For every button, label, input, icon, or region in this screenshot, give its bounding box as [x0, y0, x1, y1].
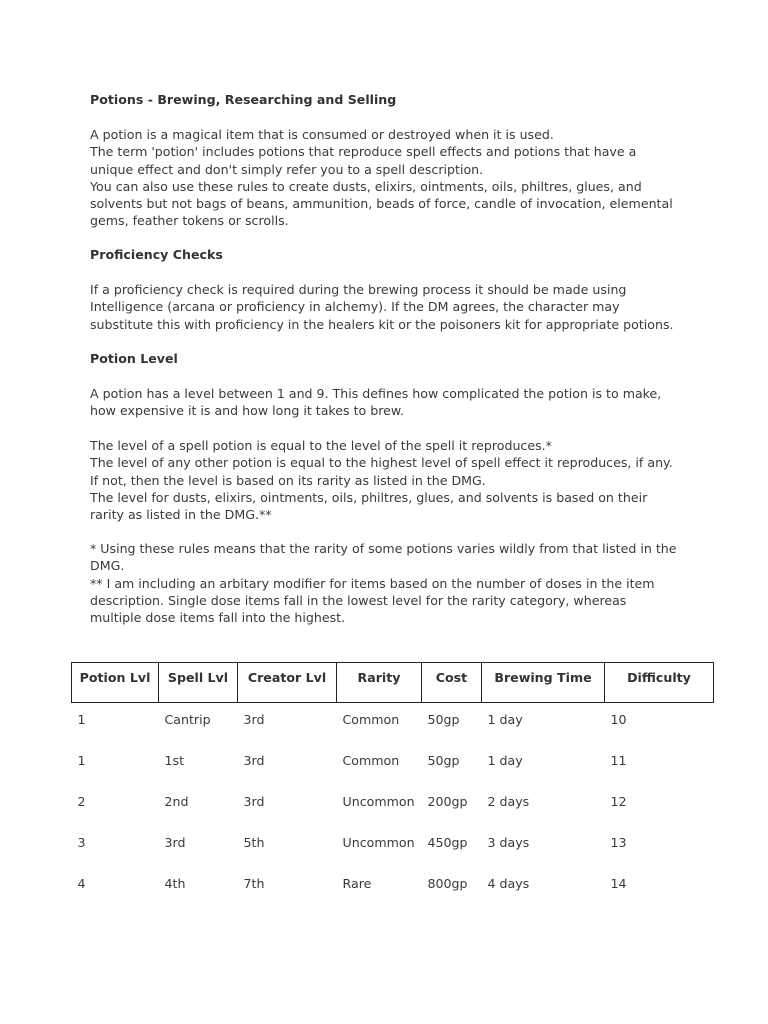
cell-brewing-time: 3 days: [487, 834, 530, 850]
intro-line: A potion is a magical item that is consumed or destroyed when it is used.: [90, 127, 554, 142]
potion-level-line: The level of any other potion is equal to the highest level of spell effect it reproduces, if any.: [90, 455, 673, 471]
potion-level-heading: Potion Level: [90, 351, 178, 366]
cell-creator-lvl: 3rd: [243, 793, 265, 809]
cell-cost: 50gp: [427, 712, 460, 727]
table-row: [72, 785, 714, 826]
table-row: [72, 744, 714, 785]
cell-brewing-time: 2 days: [487, 793, 530, 809]
cell-difficulty: 11: [610, 752, 627, 768]
cell-potion-lvl: 1: [77, 712, 86, 727]
footnote-line: DMG.: [90, 558, 125, 574]
document-title: Potions - Brewing, Researching and Selling: [90, 92, 397, 107]
footnote-line: description. Single dose items fall in the lowest level for the rarity category, whereas: [90, 592, 627, 608]
cell-brewing-time: 1 day: [487, 712, 523, 727]
intro-line: gems, feather tokens or scrolls.: [90, 213, 289, 229]
cell-brewing-time: 1 day: [487, 752, 523, 768]
cell-rarity: Rare: [342, 875, 372, 891]
table-row: [72, 703, 714, 744]
potion-level-paragraph-2: [90, 437, 690, 523]
cell-creator-lvl: 3rd: [243, 712, 265, 727]
cell-rarity: Common: [342, 712, 400, 727]
cell-spell-lvl: 2nd: [164, 793, 189, 809]
cell-difficulty: 10: [610, 712, 627, 727]
table-row: [72, 867, 714, 908]
cell-difficulty: 12: [610, 793, 627, 809]
proficiency-line: Intelligence (arcana or proficiency in alchemy). If the DM agrees, the character may: [90, 299, 620, 315]
potion-level-line: If not, then the level is based on its rarity as listed in the DMG.: [90, 472, 486, 488]
intro-line: solvents but not bags of beans, ammunition, beads of force, candle of invocation, elemental: [90, 196, 673, 212]
proficiency-paragraph: [90, 281, 690, 333]
header-creator-lvl: Creator Lvl: [238, 663, 337, 703]
footnote-line: ** I am including an arbitary modifier for items based on the number of doses in the item: [90, 575, 655, 591]
header-brewing-time: Brewing Time: [482, 663, 605, 703]
header-spell-lvl: Spell Lvl: [159, 663, 238, 703]
cell-creator-lvl: 5th: [243, 834, 265, 850]
cell-brewing-time: 4 days: [487, 875, 530, 891]
potion-level-line: A potion has a level between 1 and 9. This defines how complicated the potion is to make,: [90, 386, 662, 401]
cell-difficulty: 14: [610, 875, 627, 891]
header-cost: Cost: [422, 663, 482, 703]
cell-potion-lvl: 4: [77, 875, 86, 891]
cell-cost: 200gp: [427, 793, 468, 809]
cell-rarity: Uncommon: [342, 834, 415, 850]
cell-creator-lvl: 3rd: [243, 752, 265, 768]
intro-line: The term 'potion' includes potions that reproduce spell effects and potions that have a: [90, 144, 637, 160]
table-row: [72, 826, 714, 867]
potion-level-line: how expensive it is and how long it takes to brew.: [90, 403, 405, 419]
proficiency-line: substitute this with proficiency in the healers kit or the poisoners kit for appropriate potions.: [90, 316, 674, 332]
proficiency-heading: Proficiency Checks: [90, 247, 223, 262]
cell-difficulty: 13: [610, 834, 627, 850]
potion-level-line: The level of a spell potion is equal to the level of the spell it reproduces.*: [90, 438, 552, 453]
potion-level-line: rarity as listed in the DMG.**: [90, 507, 272, 523]
potion-level-line: The level for dusts, elixirs, ointments, oils, philtres, glues, and solvents is based on their: [90, 489, 648, 505]
footnotes: [90, 540, 690, 626]
header-difficulty: Difficulty: [605, 663, 714, 703]
cell-spell-lvl: Cantrip: [164, 712, 211, 727]
intro-line: unique effect and don't simply refer you to a spell description.: [90, 161, 484, 177]
intro-paragraph: [90, 126, 690, 230]
cell-spell-lvl: 3rd: [164, 834, 186, 850]
potion-level-paragraph-1: [90, 385, 690, 420]
cell-cost: 450gp: [427, 834, 468, 850]
header-rarity: Rarity: [337, 663, 422, 703]
cell-spell-lvl: 1st: [164, 752, 185, 768]
cell-rarity: Common: [342, 752, 400, 768]
cell-potion-lvl: 3: [77, 834, 86, 850]
cell-cost: 800gp: [427, 875, 468, 891]
header-potion-lvl: Potion Lvl: [72, 663, 159, 703]
cell-spell-lvl: 4th: [164, 875, 186, 891]
potion-level-table: [71, 662, 714, 908]
table-header-row: [72, 663, 714, 703]
cell-potion-lvl: 2: [77, 793, 86, 809]
footnote-line: multiple dose items fall into the highest.: [90, 610, 346, 626]
cell-rarity: Uncommon: [342, 793, 415, 809]
cell-creator-lvl: 7th: [243, 875, 265, 891]
intro-line: You can also use these rules to create dusts, elixirs, ointments, oils, philtres, glues, and: [90, 178, 642, 194]
cell-potion-lvl: 1: [77, 752, 86, 768]
footnote-line: * Using these rules means that the rarity of some potions varies wildly from that listed in the: [90, 541, 677, 556]
cell-cost: 50gp: [427, 752, 460, 768]
proficiency-line: If a proficiency check is required during the brewing process it should be made using: [90, 282, 627, 297]
